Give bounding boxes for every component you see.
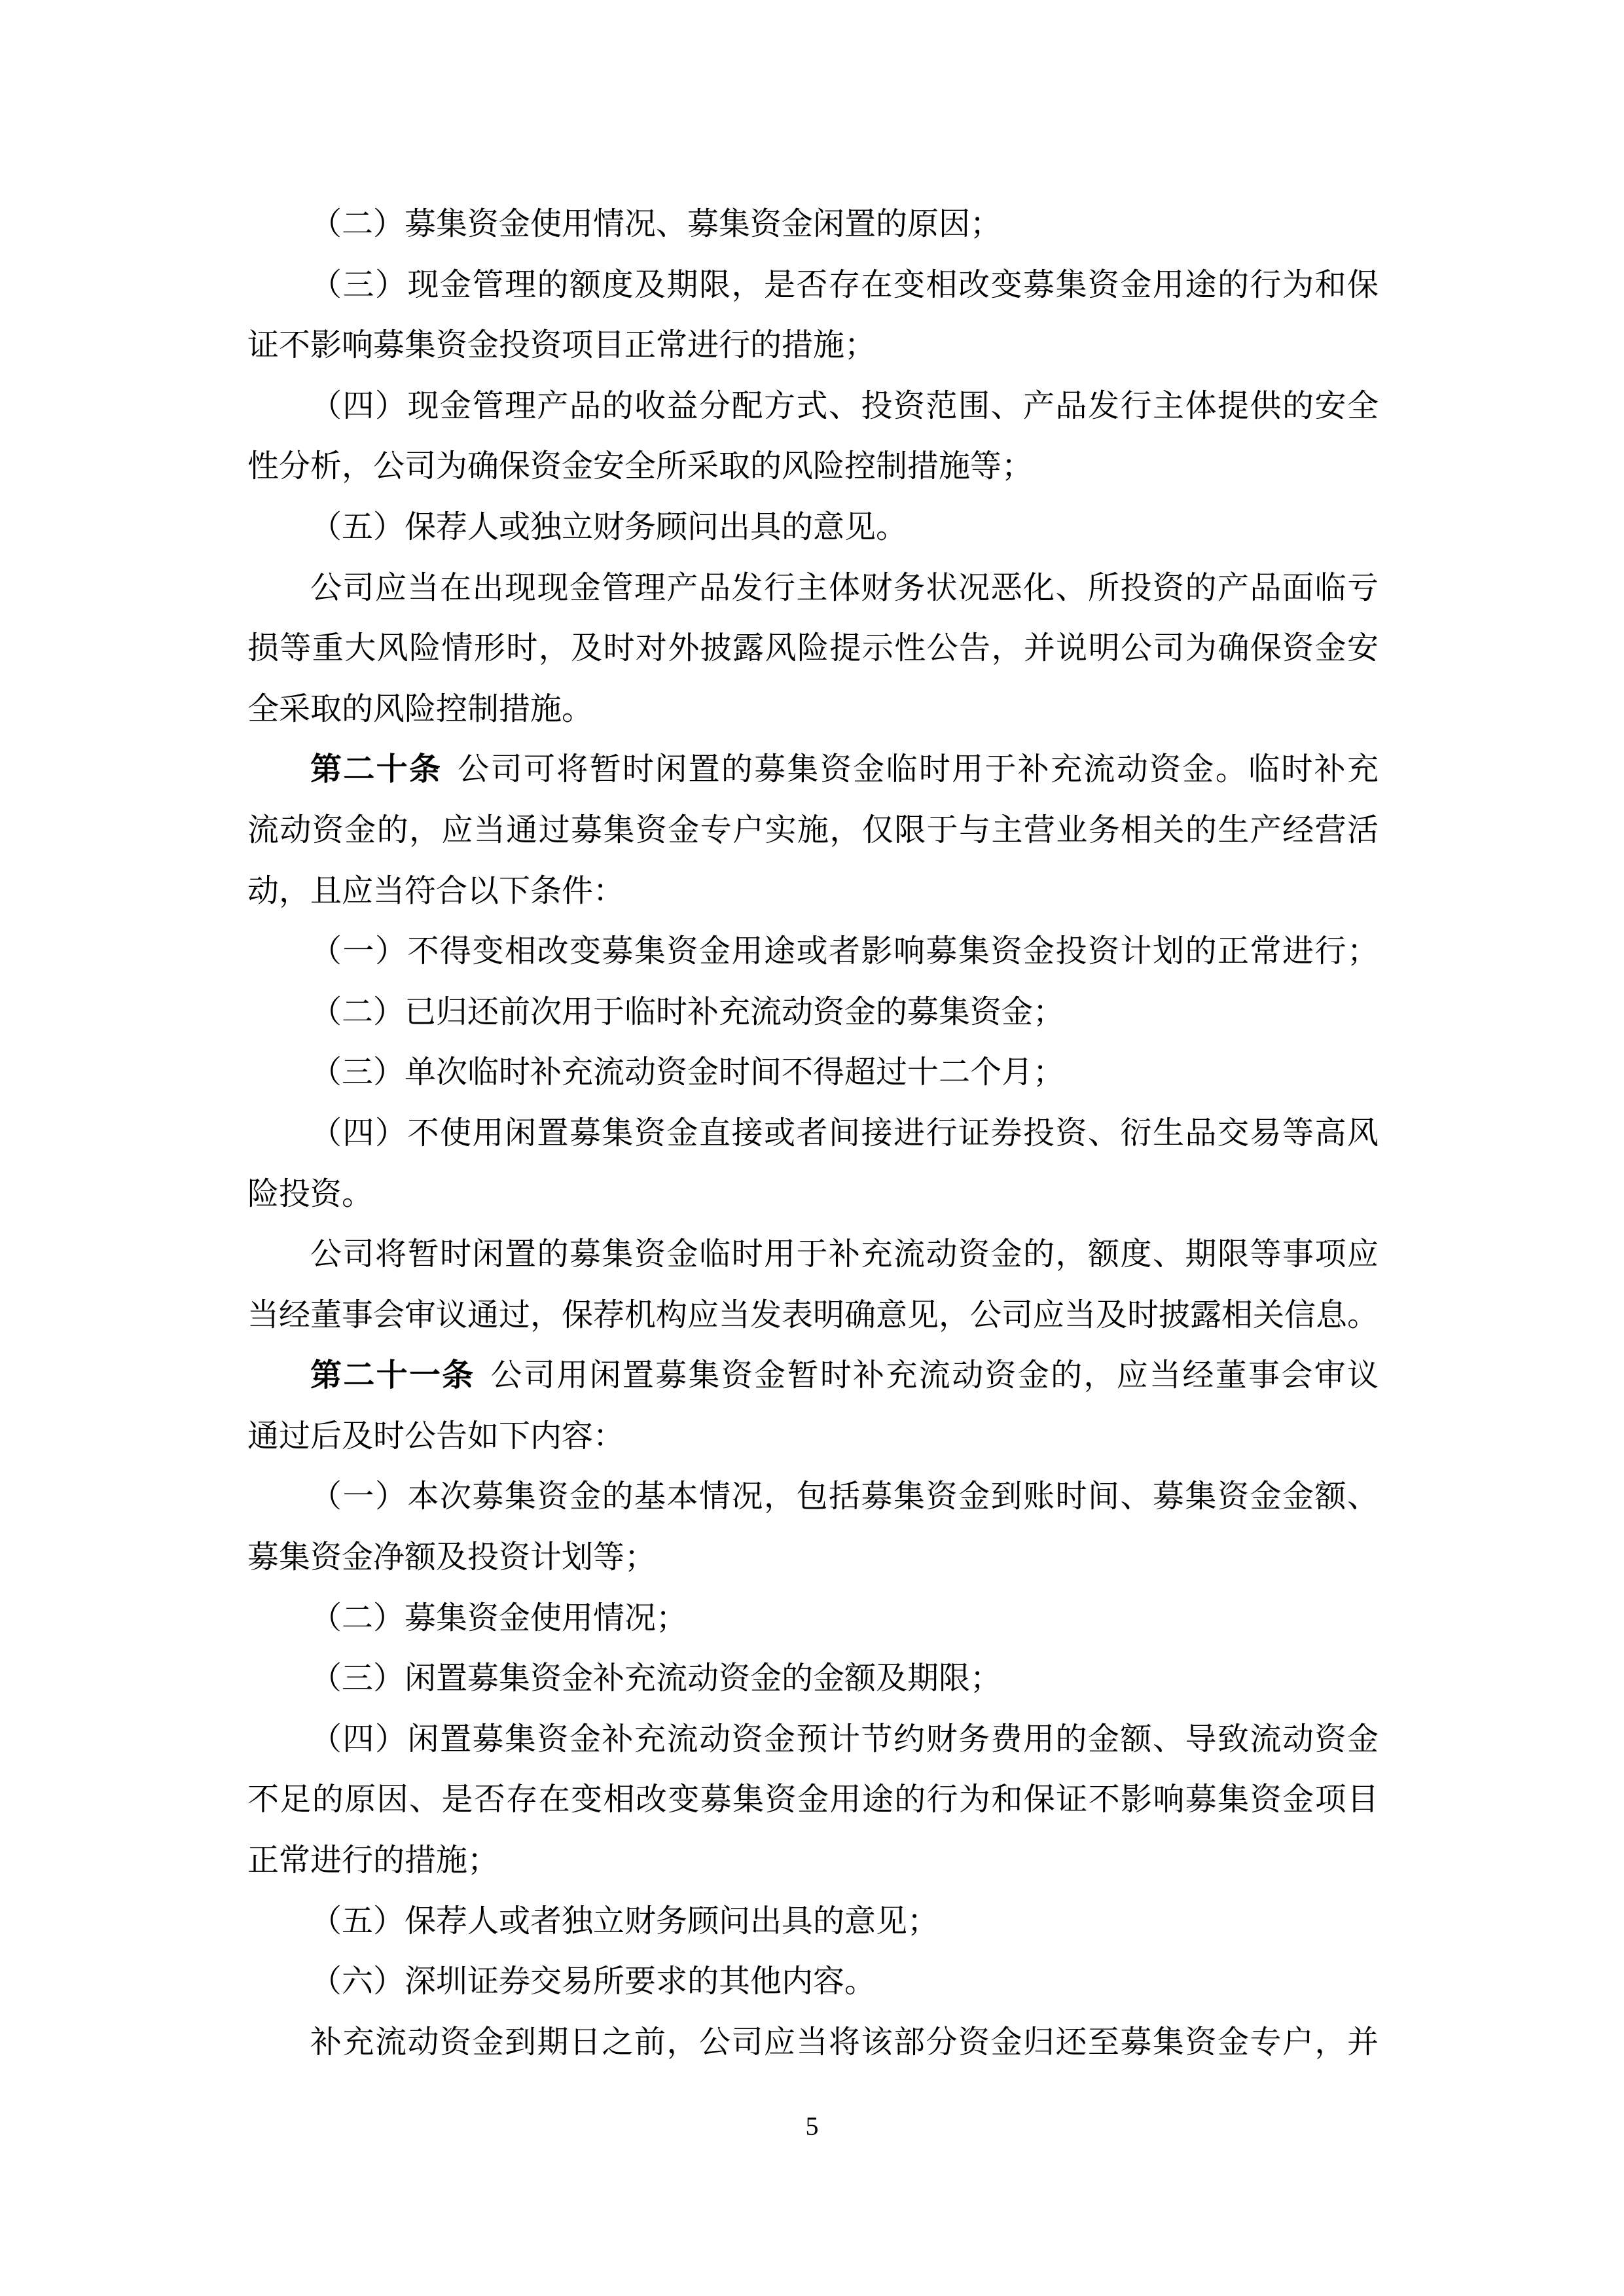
text-line <box>247 1164 1379 1225</box>
text-line <box>247 1103 1379 1164</box>
text-line <box>247 1224 1379 1285</box>
text-line <box>247 1648 1379 1709</box>
article-line <box>247 1345 1379 1406</box>
line-text: 公司可将暂时闲置的募集资金临时用于补充流动资金。临时补充 <box>458 751 1379 788</box>
text-line <box>247 921 1379 982</box>
text-line <box>247 1466 1379 1527</box>
line-text: 当经董事会审议通过，保荐机构应当发表明确意见，公司应当及时披露相关信息。 <box>247 1296 1379 1333</box>
line-text: （五）保荐人或独立财务顾问出具的意见。 <box>310 508 908 545</box>
line-text: 险投资。 <box>247 1175 374 1212</box>
text-line <box>247 800 1379 861</box>
line-text: 正常进行的措施； <box>247 1842 499 1879</box>
line-text: 通过后及时公告如下内容： <box>247 1417 625 1454</box>
line-text: 募集资金净额及投资计划等； <box>247 1539 657 1576</box>
line-text: （二）募集资金使用情况、募集资金闲置的原因； <box>310 206 1002 242</box>
line-text: 流动资金的，应当通过募集资金专户实施，仅限于与主营业务相关的生产经营活 <box>247 811 1379 848</box>
line-text: （一）不得变相改变募集资金用途或者影响募集资金投资计划的正常进行； <box>310 933 1379 970</box>
text-line <box>247 1588 1379 1649</box>
document-body <box>247 194 1379 2072</box>
text-line <box>247 1527 1379 1588</box>
article-heading: 第二十条 <box>310 751 442 788</box>
text-line <box>247 376 1379 437</box>
line-text: （二）募集资金使用情况； <box>310 1599 688 1636</box>
text-line <box>247 315 1379 376</box>
text-line <box>247 982 1379 1043</box>
article-line <box>247 739 1379 800</box>
line-text: 证不影响募集资金投资项目正常进行的措施； <box>247 327 876 364</box>
line-text: （一）本次募集资金的基本情况，包括募集资金到账时间、募集资金金额、 <box>310 1478 1379 1515</box>
page-number: 5 <box>805 2111 819 2141</box>
line-text: （二）已归还前次用于临时补充流动资金的募集资金； <box>310 993 1065 1030</box>
text-line <box>247 436 1379 497</box>
text-line <box>247 1042 1379 1103</box>
line-text: 公司用闲置募集资金暂时补充流动资金的，应当经董事会审议 <box>490 1357 1379 1394</box>
line-text: （三）现金管理的额度及期限，是否存在变相改变募集资金用途的行为和保 <box>310 266 1379 303</box>
text-line <box>247 194 1379 255</box>
line-text: 公司将暂时闲置的募集资金临时用于补充流动资金的，额度、期限等事项应 <box>310 1236 1379 1273</box>
text-line <box>247 679 1379 740</box>
line-text: （六）深圳证券交易所要求的其他内容。 <box>310 1963 876 2000</box>
text-line <box>247 1406 1379 1467</box>
article-heading: 第二十一条 <box>310 1357 475 1394</box>
text-line <box>247 1709 1379 1770</box>
line-text: 不足的原因、是否存在变相改变募集资金用途的行为和保证不影响募集资金项目 <box>247 1781 1379 1818</box>
text-line <box>247 1285 1379 1346</box>
text-line <box>247 558 1379 619</box>
line-text: （五）保荐人或者独立财务顾问出具的意见； <box>310 1902 939 1939</box>
line-text: 补充流动资金到期日之前，公司应当将该部分资金归还至募集资金专户，并 <box>310 2023 1379 2060</box>
line-text: （四）闲置募集资金补充流动资金预计节约财务费用的金额、导致流动资金 <box>310 1720 1379 1757</box>
line-text: （四）现金管理产品的收益分配方式、投资范围、产品发行主体提供的安全 <box>310 387 1379 424</box>
line-text: （四）不使用闲置募集资金直接或者间接进行证券投资、衍生品交易等高风 <box>310 1114 1379 1151</box>
text-line <box>247 1891 1379 1952</box>
text-line <box>247 861 1379 922</box>
line-text: 公司应当在出现现金管理产品发行主体财务状况恶化、所投资的产品面临亏 <box>310 569 1379 606</box>
line-text: （三）单次临时补充流动资金时间不得超过十二个月； <box>310 1054 1065 1091</box>
text-line <box>247 1830 1379 1891</box>
text-line <box>247 618 1379 679</box>
text-line <box>247 2012 1379 2073</box>
text-line <box>247 497 1379 558</box>
line-text: 动，且应当符合以下条件： <box>247 872 625 909</box>
line-text: 全采取的风险控制措施。 <box>247 690 594 727</box>
text-line <box>247 1769 1379 1830</box>
line-text: 损等重大风险情形时，及时对外披露风险提示性公告，并说明公司为确保资金安 <box>247 630 1379 667</box>
text-line <box>247 255 1379 315</box>
line-text: （三）闲置募集资金补充流动资金的金额及期限； <box>310 1660 1002 1697</box>
line-text: 性分析，公司为确保资金安全所采取的风险控制措施等； <box>247 448 1034 485</box>
text-line <box>247 1951 1379 2012</box>
